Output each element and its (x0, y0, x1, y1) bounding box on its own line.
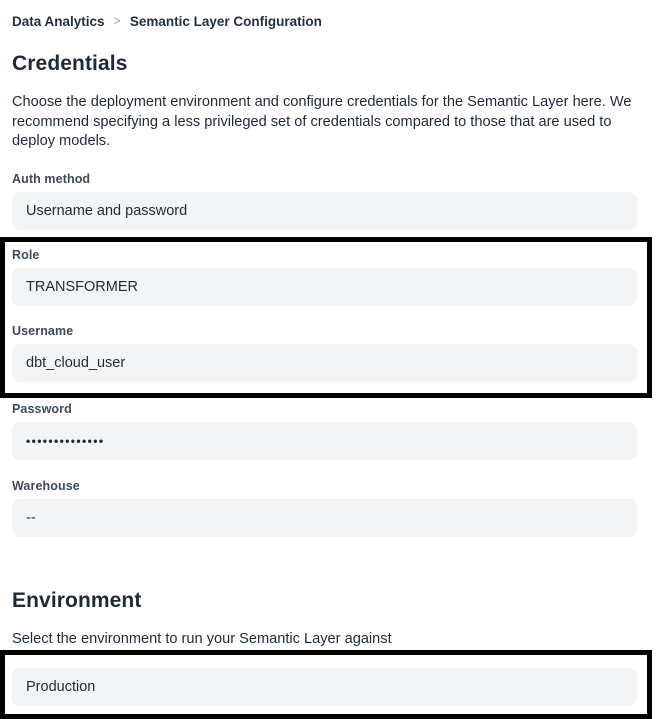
username-label: Username (12, 323, 74, 338)
password-label: Password (12, 401, 72, 416)
warehouse-input[interactable]: -- (12, 499, 637, 537)
credentials-heading: Credentials (12, 52, 128, 75)
credentials-section (0, 52, 661, 537)
role-label: Role (12, 247, 40, 262)
warehouse-label: Warehouse (12, 478, 80, 493)
environment-field (12, 668, 637, 706)
auth-method-input[interactable]: Username and password (12, 192, 637, 230)
warehouse-field (12, 479, 637, 537)
password-field (12, 402, 637, 460)
credentials-description: Choose the deployment environment and configure credentials for the Semantic Layer here. We recommend specifying a less privileged set of credentials compared to those that are used to deploy models. (12, 94, 632, 149)
chevron-right-icon: > (113, 13, 121, 28)
environment-input[interactable]: Production (12, 668, 637, 706)
username-field (12, 324, 637, 382)
highlight-box-role-username (0, 237, 652, 398)
environment-description: Select the environment to run your Semantic Layer against (12, 630, 392, 647)
username-input[interactable]: dbt_cloud_user (12, 344, 637, 382)
highlight-box-environment (0, 650, 652, 719)
environment-section (0, 589, 661, 719)
breadcrumb (0, 0, 661, 29)
role-input[interactable]: TRANSFORMER (12, 268, 637, 306)
password-input[interactable]: •••••••••••••• (12, 422, 637, 460)
breadcrumb-item-current: Semantic Layer Configuration (129, 14, 322, 29)
breadcrumb-item-data-analytics[interactable]: Data Analytics (12, 14, 105, 29)
role-field (12, 248, 637, 306)
environment-heading: Environment (12, 588, 142, 612)
auth-method-label: Auth method (12, 171, 91, 186)
auth-method-field (12, 172, 637, 230)
